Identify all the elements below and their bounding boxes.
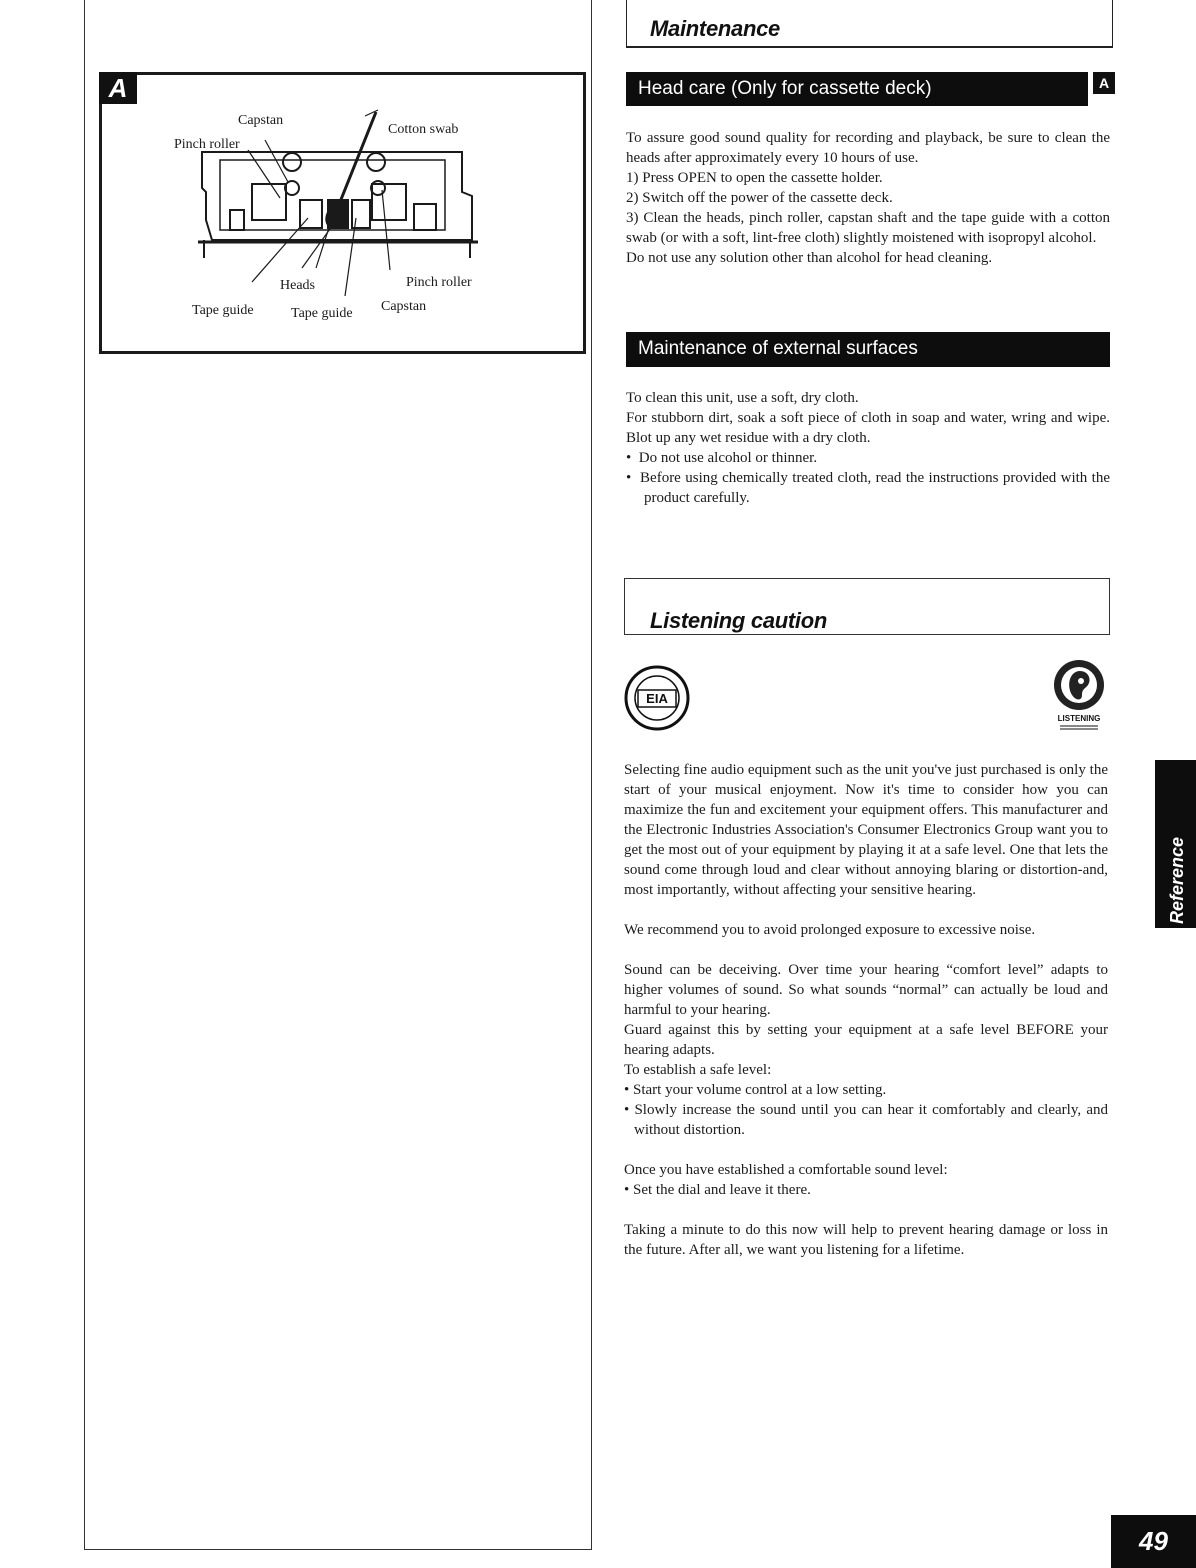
- page-number: 49: [1111, 1515, 1196, 1568]
- eia-seal-icon: [624, 665, 690, 731]
- listening-bullet: • Start your volume control at a low setting.: [624, 1082, 887, 1098]
- reference-tab-label-svg: [1146, 830, 1196, 930]
- listening-paragraph: Sound can be deceiving. Over time your hearing “comfort level” adapts to higher volumes of sound. So what sounds “normal” can actually be loud and harmful to your hearing.: [624, 962, 1108, 1018]
- listening-paragraph: We recommend you to avoid prolonged exposure to excessive noise.: [624, 922, 1036, 938]
- head-care-intro: To assure good sound quality for recording and playback, be sure to clean the heads after approximately every 10 hours of use.: [626, 130, 1110, 166]
- listening-logo-text: LISTENING: [1057, 714, 1101, 723]
- label-capstan-top: Capstan: [238, 113, 284, 128]
- reference-tab-label: Reference: [1167, 836, 1187, 924]
- external-surfaces-body: [626, 388, 1110, 508]
- label-cotton-swab: Cotton swab: [388, 122, 459, 137]
- listening-paragraph: Guard against this by setting your equipment at a safe level BEFORE your hearing adapts.: [624, 1022, 1108, 1058]
- head-care-body: [626, 128, 1110, 268]
- head-care-step: 1) Press OPEN to open the cassette holder.: [626, 170, 883, 186]
- head-care-step: 2) Switch off the power of the cassette deck.: [626, 190, 893, 206]
- label-pinch-roller-left: Pinch roller: [174, 137, 240, 152]
- external-bullet: • Do not use alcohol or thinner.: [626, 450, 818, 466]
- label-capstan-bottom: Capstan: [381, 299, 427, 314]
- external-line: For stubborn dirt, soak a soft piece of cloth in soap and water, wring and wipe. Blot up any wet residue with a dry cloth.: [626, 410, 1110, 446]
- head-care-heading: Head care (Only for cassette deck): [626, 72, 1088, 106]
- figure-label: A: [99, 72, 137, 104]
- label-tape-guide-left: Tape guide: [192, 303, 254, 318]
- label-tape-guide-center: Tape guide: [291, 306, 353, 321]
- listening-paragraph: To establish a safe level:: [624, 1062, 772, 1078]
- listening-ear-icon: [1050, 655, 1108, 733]
- listening-paragraph: Taking a minute to do this now will help to prevent hearing damage or loss in the future. After all, we want you listening for a lifetime.: [624, 1222, 1108, 1258]
- figure-reference-badge: A: [1093, 72, 1115, 94]
- listening-body: [624, 760, 1108, 1280]
- external-surfaces-heading: Maintenance of external surfaces: [626, 332, 1110, 367]
- listening-bullet: • Set the dial and leave it there.: [624, 1182, 811, 1198]
- head-care-step: 3) Clean the heads, pinch roller, capstan shaft and the tape guide with a cotton swab (or with a soft, lint-free cloth) slightly moistened with isopropyl alcohol.: [626, 210, 1110, 246]
- page-title: Maintenance: [650, 16, 780, 41]
- external-bullet: • Before using chemically treated cloth, read the instructions provided with the product carefully.: [626, 470, 1110, 506]
- external-line: To clean this unit, use a soft, dry cloth.: [626, 390, 859, 406]
- listening-bullet: • Slowly increase the sound until you can hear it comfortably and clearly, and without distortion.: [624, 1102, 1108, 1138]
- listening-paragraph: Selecting fine audio equipment such as the unit you've just purchased is only the start of your musical enjoyment. Now it's time to consider how you can maximize the fun and excitement your equipment offers. This manufacturer and the Electronic Industries Association's Consumer Electronics Group want you to get the most out of your equipment by playing it at a safe level. One that lets the sound come through loud and clear without annoying blaring or distortion-and, most importantly, without affecting your sensitive hearing.: [624, 762, 1108, 898]
- listening-paragraph: Once you have established a comfortable sound level:: [624, 1162, 948, 1178]
- listening-title: Listening caution: [650, 608, 828, 633]
- head-care-note: Do not use any solution other than alcohol for head cleaning.: [626, 250, 993, 266]
- cassette-head-diagram: [140, 100, 560, 330]
- label-pinch-roller-right: Pinch roller: [406, 275, 472, 290]
- label-heads: Heads: [280, 278, 315, 293]
- eia-logo-text: EIA: [646, 691, 668, 706]
